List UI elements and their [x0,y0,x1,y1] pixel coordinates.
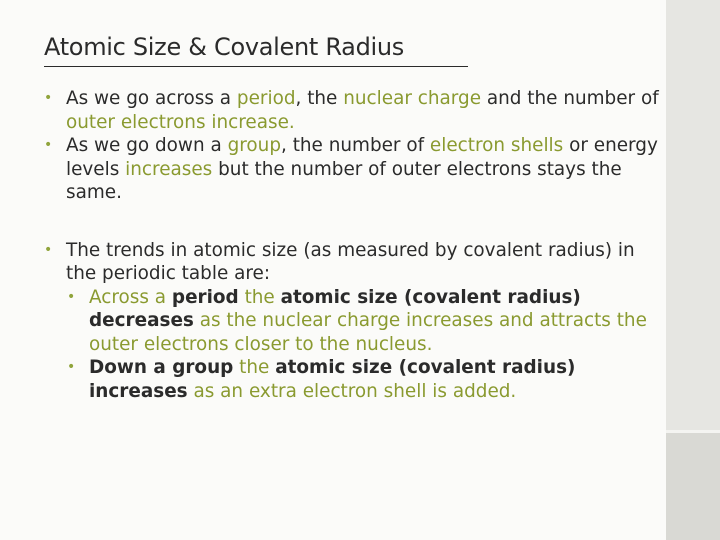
bullet-2-text: , the number of [281,135,430,156]
slide-title: Atomic Size & Covalent Radius [44,33,405,61]
title-underline [44,66,468,67]
term-atomic-size-increases: atomic size (covalent radius) increases [89,357,576,402]
bullet-dot-icon: • [44,90,53,106]
bullet-2-text: As we go down a [66,135,228,156]
bullet-1-text: As we go across a [66,88,237,109]
bullet-2-text: or energy levels [66,135,658,180]
term-atomic-size-decreases: atomic size (covalent radius) decreases [89,286,581,331]
term-increases: increases [125,158,213,180]
term-period: period [236,88,296,109]
term-period-bold: period [171,286,239,308]
bullet-3 [44,239,664,286]
term-nuclear-charge: nuclear charge [343,88,482,109]
bullet-2 [44,134,664,205]
bullet-1-text: , the [295,88,344,109]
bullet-dot-icon: • [44,241,53,258]
term-electron-shells: electron shells [429,135,564,156]
sub-bullet-1-text: as the nuclear charge increases and attracts the outer electrons closer to the nucleus. [89,310,647,355]
sub-bullet-1-text: the [238,286,281,308]
sub-bullet-2-text: the [233,357,276,378]
sub-bullet-2-text: as an extra electron shell is added. [187,380,517,402]
bullet-dot-icon: • [67,359,76,375]
side-accent-bar-lower [666,433,720,540]
spacer [44,205,664,239]
bullet-2-text: but the number of outer electrons stays the same. [66,158,622,203]
bullet-dot-icon: • [44,137,53,153]
bullet-1-text: and the number of [481,88,659,109]
sub-bullet-1-text: Across a [89,286,172,308]
slide-body [44,87,664,403]
sub-bullet-1 [44,286,664,357]
sub-bullet-2 [44,356,664,403]
term-down-a-group: Down a group [89,357,234,378]
term-group: group [227,135,281,156]
bullet-dot-icon: • [67,288,76,305]
bullet-1 [44,87,664,134]
bullet-3-text: The trends in atomic size (as measured by covalent radius) in the periodic table are: [66,239,635,284]
term-outer-electrons: outer electrons increase. [66,111,295,133]
